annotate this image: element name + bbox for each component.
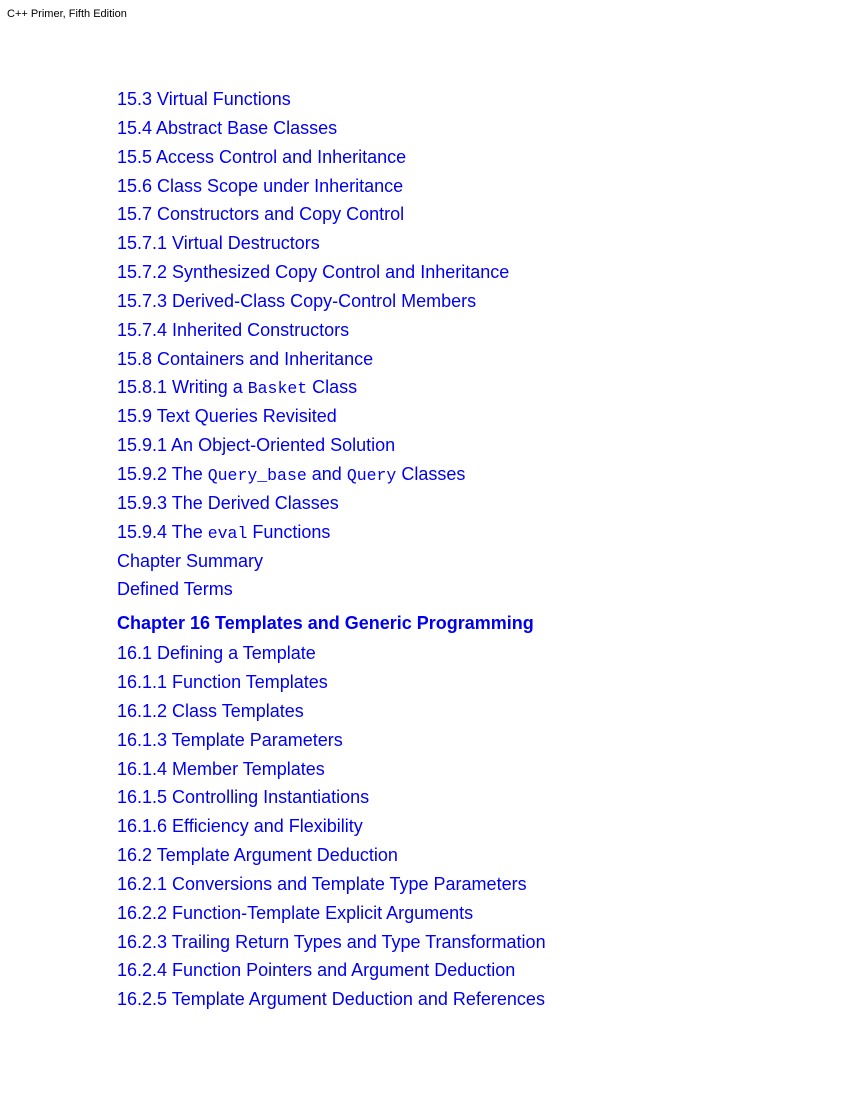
toc-link-16-2-2[interactable]: 16.2.2 Function-Template Explicit Arguments: [117, 902, 474, 923]
toc-link-text: and: [306, 463, 347, 484]
toc-link-15-7[interactable]: 15.7 Constructors and Copy Control: [117, 204, 405, 225]
toc-link-15-4[interactable]: 15.4 Abstract Base Classes: [117, 117, 338, 138]
toc-link-16-2[interactable]: 16.2 Template Argument Deduction: [117, 845, 398, 866]
toc-link-15-9[interactable]: 15.9 Text Queries Revisited: [117, 406, 337, 427]
toc-link-16-2-4[interactable]: 16.2.4 Function Pointers and Argument Deduction: [117, 960, 516, 981]
toc-link-15-9-2[interactable]: [117, 461, 817, 490]
toc-link-16-1-6[interactable]: 16.1.6 Efficiency and Flexibility: [117, 816, 363, 837]
toc-link-15-7-1[interactable]: 15.7.1 Virtual Destructors: [117, 233, 320, 254]
toc-link-text: 15.9.4 The: [117, 521, 208, 542]
code-term: Query: [346, 465, 397, 485]
toc-link-16-2-3[interactable]: 16.2.3 Trailing Return Types and Type Transformation: [117, 931, 546, 952]
code-term: eval: [207, 523, 248, 543]
toc-link-16-1-3[interactable]: 16.1.3 Template Parameters: [117, 729, 343, 750]
toc-link-15-6[interactable]: 15.6 Class Scope under Inheritance: [117, 175, 404, 196]
toc-link-15-3[interactable]: 15.3 Virtual Functions: [117, 89, 291, 109]
code-term: Basket: [247, 379, 308, 399]
toc-link-15-9-1[interactable]: 15.9.1 An Object-Oriented Solution: [117, 435, 396, 456]
toc-link-text: Class: [307, 377, 358, 398]
toc-link-defined-terms[interactable]: Defined Terms: [117, 579, 233, 600]
toc-link-chapter-summary[interactable]: Chapter Summary: [117, 550, 264, 571]
toc-link-16-2-5[interactable]: 16.2.5 Template Argument Deduction and References: [117, 989, 545, 1010]
toc-link-chapter-16[interactable]: Chapter 16 Templates and Generic Programming: [117, 613, 534, 634]
toc-link-15-5[interactable]: 15.5 Access Control and Inheritance: [117, 146, 407, 167]
toc-link-16-1-2[interactable]: 16.1.2 Class Templates: [117, 700, 304, 721]
toc-link-text: Classes: [396, 463, 466, 484]
toc-link-16-1-5[interactable]: 16.1.5 Controlling Instantiations: [117, 787, 370, 808]
toc-link-15-8-1[interactable]: [117, 374, 817, 403]
book-title-header: C++ Primer, Fifth Edition: [7, 8, 127, 20]
toc-link-16-1-1[interactable]: 16.1.1 Function Templates: [117, 672, 328, 693]
toc-link-16-1-4[interactable]: 16.1.4 Member Templates: [117, 758, 325, 779]
toc-link-15-7-2[interactable]: 15.7.2 Synthesized Copy Control and Inheritance: [117, 262, 510, 283]
toc-link-text: 15.9.2 The: [117, 463, 208, 484]
toc-link-16-1[interactable]: 16.1 Defining a Template: [117, 643, 316, 664]
code-term: Query_base: [207, 465, 307, 485]
toc-link-15-9-4[interactable]: [117, 519, 817, 548]
table-of-contents: [117, 86, 817, 1015]
toc-link-15-9-3[interactable]: 15.9.3 The Derived Classes: [117, 492, 339, 513]
toc-link-15-7-3[interactable]: 15.7.3 Derived-Class Copy-Control Members: [117, 290, 477, 311]
toc-link-16-2-1[interactable]: 16.2.1 Conversions and Template Type Parameters: [117, 873, 527, 894]
toc-link-15-8[interactable]: 15.8 Containers and Inheritance: [117, 348, 374, 369]
toc-link-text: 15.8.1 Writing a: [117, 377, 248, 398]
toc-link-text: Functions: [247, 521, 331, 542]
toc-link-15-7-4[interactable]: 15.7.4 Inherited Constructors: [117, 319, 350, 340]
